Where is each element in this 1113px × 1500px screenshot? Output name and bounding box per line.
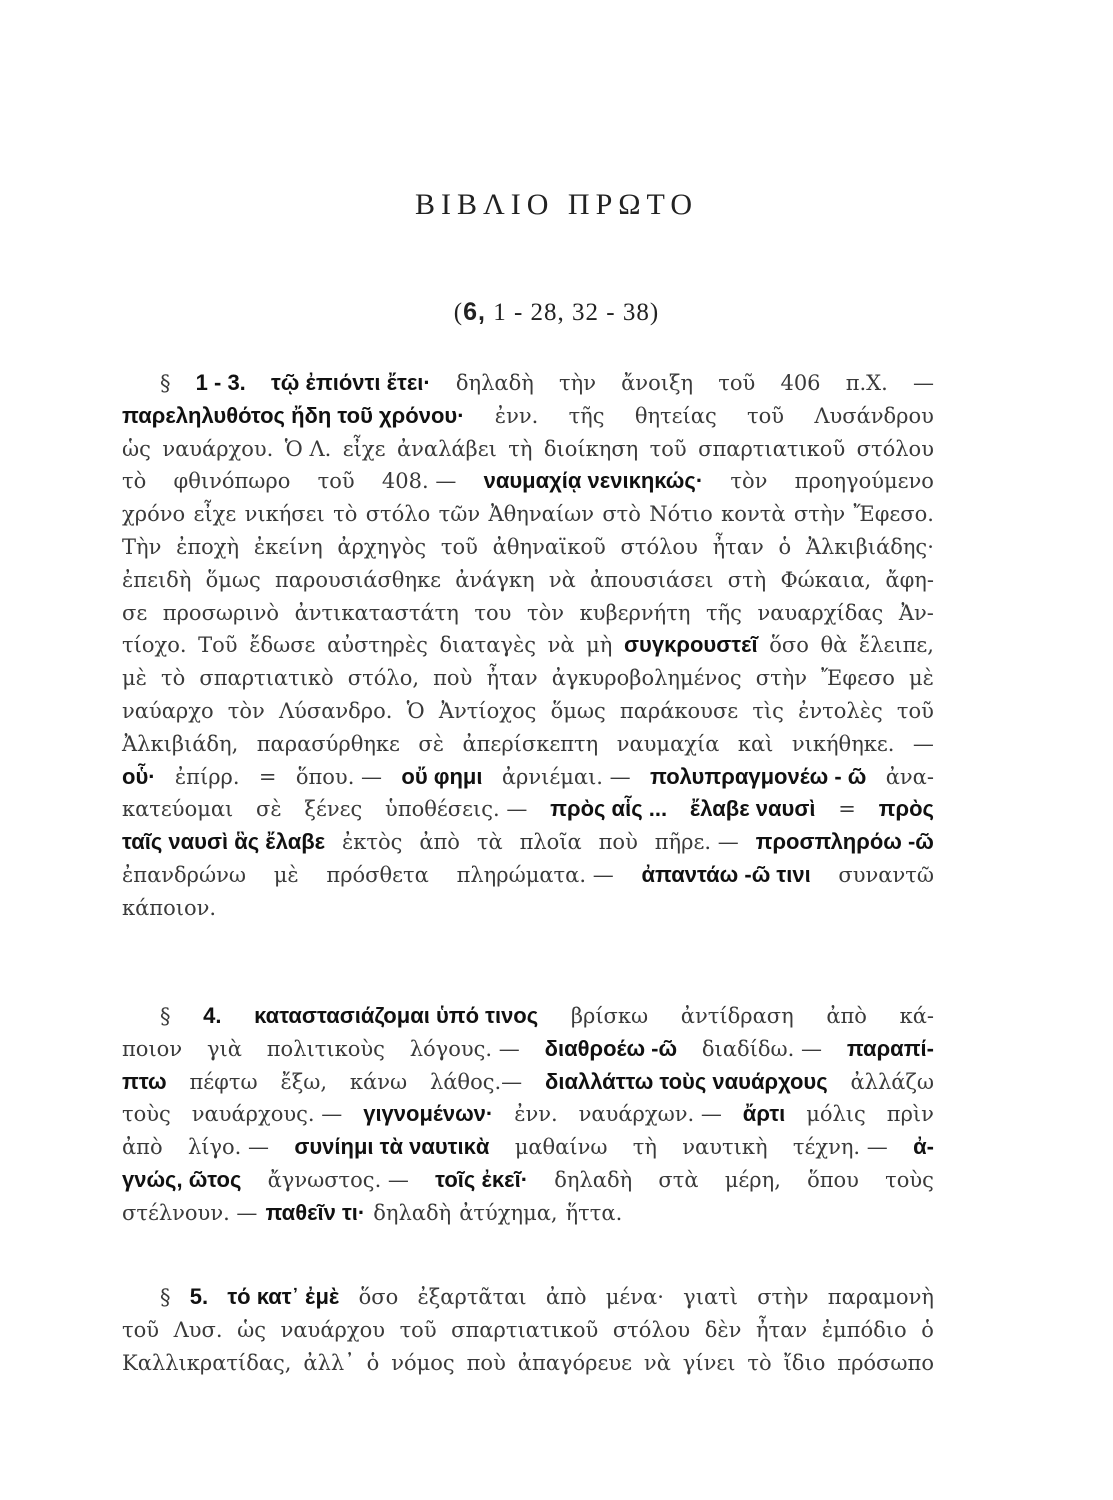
gloss-word: λίγο. — bbox=[187, 1135, 270, 1160]
book-title: ΒΙΒΛΙΟ ΠΡΩΤΟ bbox=[414, 188, 698, 221]
gloss-word: στὸ bbox=[602, 502, 641, 527]
gloss-word: ἀνάγκη bbox=[455, 567, 535, 592]
headword: 1 - 3. bbox=[195, 370, 246, 395]
gloss-word: λόγους. — bbox=[409, 1036, 520, 1061]
gloss-word: § bbox=[160, 371, 171, 395]
gloss-word: τὸ bbox=[333, 502, 358, 527]
gloss-word: σε bbox=[122, 600, 148, 625]
gloss-word: ἐκείνη bbox=[253, 534, 323, 559]
gloss-word: Ἀλκιβιάδη, bbox=[122, 731, 239, 756]
gloss-word: παραμονὴ bbox=[827, 1285, 934, 1309]
text-line bbox=[122, 1033, 934, 1066]
gloss-word: Καλλικρατίδας, bbox=[122, 1350, 292, 1375]
gloss-word: παρασύρθηκε bbox=[256, 731, 400, 756]
gloss-word: μὲ bbox=[122, 666, 147, 691]
gloss-word: διαδίδω. — bbox=[701, 1036, 822, 1061]
gloss-word: τοῦ bbox=[399, 1317, 437, 1342]
gloss-word: τοῦ bbox=[718, 371, 756, 395]
gloss-word: τοῦ bbox=[440, 534, 478, 559]
gloss-word: ἄνοιξη bbox=[621, 371, 694, 395]
gloss-word: ἀρνιέμαι. — bbox=[501, 764, 631, 789]
text-line bbox=[122, 1131, 934, 1164]
gloss-word: τίοχο. bbox=[122, 633, 187, 658]
gloss-word: = bbox=[838, 797, 856, 822]
gloss-word: τοῦ bbox=[649, 436, 687, 461]
gloss-word: πρόσωπο bbox=[837, 1350, 934, 1375]
text-line bbox=[122, 1347, 934, 1380]
gloss-word: κυβερνήτη bbox=[579, 600, 691, 625]
gloss-word: ἔξω, bbox=[280, 1069, 328, 1094]
gloss-word: κοντὰ bbox=[721, 502, 786, 527]
gloss-word: § bbox=[160, 1004, 171, 1028]
range-bold: 6, bbox=[463, 298, 486, 326]
gloss-word: ἐμπόδιο bbox=[821, 1317, 907, 1342]
gloss-word: ἐπανδρώνω bbox=[122, 862, 247, 887]
gloss-word: Ἀντίοχος bbox=[438, 698, 537, 723]
gloss-word: λάθος.— bbox=[429, 1069, 523, 1094]
gloss-word: ὅμως bbox=[205, 567, 261, 592]
gloss-word: στὴν bbox=[755, 666, 808, 691]
gloss-word: στὴν bbox=[793, 502, 846, 527]
text-line bbox=[122, 465, 934, 498]
gloss-word: καὶ bbox=[737, 731, 774, 756]
gloss-word: βρίσκω bbox=[570, 1004, 649, 1028]
gloss-word: δὲν bbox=[704, 1317, 742, 1342]
gloss-word: διοίκηση bbox=[543, 436, 639, 461]
text-line bbox=[122, 531, 934, 564]
gloss-word: ὁ bbox=[921, 1317, 934, 1342]
gloss-word: γίνει bbox=[682, 1350, 736, 1375]
gloss-word: ἔδωσε bbox=[249, 633, 316, 658]
gloss-word: Ἔφεσο. bbox=[853, 502, 934, 527]
gloss-word: ναυμαχία bbox=[616, 731, 720, 756]
text-line bbox=[122, 859, 934, 892]
gloss-word: τὴ bbox=[508, 436, 533, 461]
gloss-word: ὁ bbox=[778, 534, 792, 559]
headword: καταστασιάζομαι ὑπό τινος bbox=[254, 1003, 539, 1028]
gloss-word: ἐξαρτᾶται bbox=[417, 1285, 527, 1309]
gloss-word: τοὺς bbox=[122, 1102, 171, 1127]
gloss-word: πέφτω bbox=[189, 1069, 258, 1094]
gloss-word: τῆς bbox=[568, 403, 605, 428]
headword: ἀπαντάω -ῶ τινι bbox=[641, 861, 811, 887]
gloss-word: ἀλλ᾽ bbox=[303, 1350, 355, 1375]
gloss-word: μένα· bbox=[605, 1285, 664, 1309]
gloss-word: τοὺς bbox=[885, 1167, 934, 1192]
headword: πρὸς αἷς ... bbox=[550, 796, 668, 822]
gloss-word: ἦταν bbox=[756, 1317, 808, 1342]
gloss-word: του bbox=[474, 600, 512, 625]
gloss-word: ποὺ bbox=[433, 666, 473, 691]
gloss-word: εἶχε bbox=[342, 436, 386, 461]
gloss-word: δηλαδὴ bbox=[373, 1200, 452, 1225]
gloss-word: ὅσο bbox=[769, 633, 809, 658]
gloss-word: μὲ bbox=[273, 862, 299, 887]
gloss-word: στόλου bbox=[856, 436, 934, 461]
gloss-word: ναυάρχου. bbox=[162, 436, 274, 461]
gloss-word: νικήσει bbox=[244, 502, 325, 527]
gloss-word: παρουσιάσθηκε bbox=[274, 567, 442, 592]
gloss-word: Φώκαια, bbox=[780, 567, 872, 592]
gloss-word: ἐνν. bbox=[494, 403, 539, 428]
gloss-word: — bbox=[912, 731, 934, 756]
gloss-word: γιατὶ bbox=[683, 1285, 738, 1309]
gloss-word: σπαρτιατικὸ bbox=[199, 666, 334, 691]
headword: γνώς, ῶτος bbox=[122, 1166, 242, 1192]
gloss-word: Λυσ. bbox=[173, 1317, 223, 1342]
text-line bbox=[122, 793, 934, 826]
gloss-word: τὸν bbox=[227, 698, 265, 723]
gloss-word: ποιον bbox=[122, 1036, 183, 1061]
text-line bbox=[122, 892, 934, 925]
gloss-word: ἐνν. bbox=[514, 1102, 558, 1127]
gloss-word: ἀπερίσκεπτη bbox=[462, 731, 599, 756]
gloss-word: μὲ bbox=[909, 666, 934, 691]
text-line bbox=[122, 826, 934, 859]
gloss-word: ἐκτὸς bbox=[342, 830, 403, 855]
headword: παραπί- bbox=[846, 1035, 934, 1061]
gloss-word: ἀπὸ bbox=[545, 1285, 587, 1309]
gloss-word: νὰ bbox=[643, 1350, 671, 1375]
text-line bbox=[122, 367, 934, 400]
range-rest: 1 - 28, 32 - 38) bbox=[493, 299, 660, 326]
gloss-word: ἀγκυροβολημένος bbox=[551, 666, 742, 691]
text-line bbox=[122, 695, 934, 728]
gloss-word: μὴ bbox=[586, 633, 613, 658]
text-line bbox=[122, 498, 934, 531]
gloss-word: στὰ bbox=[658, 1167, 699, 1192]
gloss-word: ὡς bbox=[122, 436, 151, 461]
gloss-word: τοῦ bbox=[896, 698, 934, 723]
gloss-word: τῶν bbox=[438, 502, 481, 527]
gloss-word: ποὺ bbox=[466, 1350, 506, 1375]
headword: ἀ- bbox=[913, 1134, 934, 1160]
gloss-word: κάποιον. bbox=[122, 895, 217, 920]
text-line bbox=[122, 761, 934, 794]
gloss-word: ἦταν bbox=[486, 666, 538, 691]
text-line bbox=[122, 662, 934, 695]
gloss-word: πολιτικοὺς bbox=[266, 1036, 385, 1061]
text-line bbox=[122, 400, 934, 433]
gloss-word: σὲ bbox=[256, 797, 282, 822]
headword: ναυμαχίᾳ νενικηκώς· bbox=[483, 468, 704, 494]
gloss-word: τοῦ bbox=[747, 403, 785, 428]
gloss-word: Ἀθηναίων bbox=[488, 502, 594, 527]
gloss-word: ἐπειδὴ bbox=[122, 567, 192, 592]
gloss-word: στέλνουν. — bbox=[122, 1200, 258, 1225]
chapter-range bbox=[0, 298, 1113, 327]
headword: πολυπραγμονέω - ῶ bbox=[649, 763, 867, 789]
gloss-word: ὁ bbox=[366, 1350, 380, 1375]
range-open: ( bbox=[453, 299, 464, 326]
gloss-word: τὴ bbox=[632, 1135, 657, 1160]
gloss-word: νὰ bbox=[547, 633, 575, 658]
gloss-word: ἀθηναϊκοῦ bbox=[492, 534, 606, 559]
text-line bbox=[122, 1098, 934, 1131]
gloss-word: ἀναλάβει bbox=[396, 436, 497, 461]
gloss-word: πληρώματα. — bbox=[456, 862, 614, 887]
gloss-word: Ὁ Λ. bbox=[284, 436, 332, 461]
gloss-word: διαταγὲς bbox=[439, 633, 536, 658]
headword: διαλλάττω τοὺς ναυάρχους bbox=[544, 1068, 828, 1094]
gloss-word: τῆς bbox=[705, 600, 742, 625]
gloss-word: σὲ bbox=[418, 731, 444, 756]
headword: 5. bbox=[189, 1284, 209, 1309]
gloss-word: νὰ bbox=[548, 567, 576, 592]
gloss-word: ποὺ bbox=[598, 830, 638, 855]
gloss-word: ἀντίδραση bbox=[680, 1004, 794, 1028]
gloss-word: ἀπὸ bbox=[419, 830, 460, 855]
headword: παθεῖν τι· bbox=[265, 1199, 366, 1225]
gloss-word: θητείας bbox=[634, 403, 717, 428]
headword: οὗ· bbox=[122, 763, 156, 789]
headword: τοῖς ἐκεῖ· bbox=[435, 1166, 529, 1192]
gloss-word: Ἀν- bbox=[898, 600, 934, 625]
gloss-word: στὴν bbox=[757, 1285, 809, 1309]
text-line bbox=[122, 728, 934, 761]
gloss-word: πρὶν bbox=[886, 1102, 934, 1127]
gloss-word: φθινόπωρο bbox=[173, 469, 291, 494]
gloss-word: γιὰ bbox=[206, 1036, 242, 1061]
gloss-word: κατεύομαι bbox=[122, 797, 234, 822]
gloss-word: εἶχε bbox=[193, 502, 237, 527]
text-line bbox=[122, 1000, 934, 1033]
gloss-word: ἄγνωστος. — bbox=[267, 1167, 409, 1192]
headword: οὔ φημι bbox=[401, 763, 483, 789]
gloss-word: ἄφη- bbox=[885, 567, 934, 592]
section-4 bbox=[122, 1000, 934, 1230]
headword: 4. bbox=[203, 1003, 222, 1028]
gloss-word: τὸν bbox=[527, 600, 565, 625]
text-line bbox=[122, 433, 934, 466]
gloss-word: τὶς bbox=[752, 698, 784, 723]
gloss-word: δηλαδὴ bbox=[554, 1167, 633, 1192]
gloss-word: ἀντικαταστάτη bbox=[294, 600, 459, 625]
gloss-word: στόλου bbox=[612, 1317, 691, 1342]
gloss-word: τοῦ bbox=[317, 469, 355, 494]
section-5 bbox=[122, 1281, 934, 1379]
gloss-word: θὰ bbox=[820, 633, 848, 658]
gloss-word: ἔλειπε, bbox=[858, 633, 934, 658]
headword: διαθροέω -ῶ bbox=[544, 1035, 678, 1061]
gloss-word: Νότιο bbox=[649, 502, 713, 527]
gloss-word: στόλο bbox=[365, 502, 431, 527]
text-line bbox=[122, 1164, 934, 1197]
headword: προσπληρόω -ῶ bbox=[755, 829, 934, 855]
gloss-word: ἴδιο bbox=[783, 1350, 826, 1375]
gloss-word: § bbox=[160, 1285, 171, 1309]
gloss-word: Τοῦ bbox=[198, 633, 238, 658]
gloss-word: κά- bbox=[899, 1004, 934, 1028]
gloss-word: τέχνη. — bbox=[792, 1135, 888, 1160]
gloss-word: προηγούμενο bbox=[794, 469, 934, 494]
headword: παρεληλυθότος ἤδη τοῦ χρόνου· bbox=[122, 402, 465, 428]
gloss-word: ὅπου bbox=[807, 1167, 859, 1192]
gloss-word: ἀπὸ bbox=[122, 1135, 163, 1160]
gloss-word: μέρη, bbox=[724, 1167, 781, 1192]
gloss-word: τὸ bbox=[747, 1350, 772, 1375]
headword: ἔλαβε ναυσὶ bbox=[689, 796, 816, 822]
gloss-word: στὴ bbox=[727, 567, 767, 592]
gloss-word: τὸ bbox=[161, 666, 186, 691]
gloss-word: τὸν bbox=[730, 469, 768, 494]
gloss-word: τοῦ bbox=[122, 1317, 160, 1342]
gloss-word: = bbox=[258, 764, 277, 789]
gloss-word: ἀπὸ bbox=[826, 1004, 867, 1028]
gloss-word: τὰ bbox=[476, 830, 503, 855]
headword: γιγνομένων· bbox=[363, 1101, 494, 1127]
gloss-word: ἐπίρρ. bbox=[174, 764, 240, 789]
gloss-word: ναυάρχων. — bbox=[578, 1102, 722, 1127]
gloss-word: ἀτύχημα, bbox=[459, 1200, 558, 1225]
text-line bbox=[122, 1314, 934, 1347]
gloss-word: προσωρινὸ bbox=[162, 600, 280, 625]
text-line bbox=[122, 629, 934, 662]
gloss-word: μαθαίνω bbox=[514, 1135, 608, 1160]
section-1-3 bbox=[122, 367, 934, 925]
gloss-word: 406 bbox=[780, 371, 821, 395]
gloss-word: νικήθηκε. bbox=[791, 731, 895, 756]
gloss-word: σπαρτιατικοῦ bbox=[451, 1317, 599, 1342]
gloss-word: πλοῖα bbox=[519, 830, 582, 855]
gloss-word: δηλαδὴ bbox=[455, 371, 534, 395]
headword: ταῖς ναυσὶ ἃς ἔλαβε bbox=[122, 829, 326, 855]
headword: ἄρτι bbox=[742, 1101, 786, 1127]
gloss-word: ὅσο bbox=[358, 1285, 399, 1309]
gloss-word: παράκουσε bbox=[619, 698, 739, 723]
text-line bbox=[122, 1197, 934, 1230]
gloss-word: αὐστηρὲς bbox=[327, 633, 428, 658]
gloss-word: ἀρχηγὸς bbox=[337, 534, 427, 559]
gloss-word: Λυσάνδρου bbox=[814, 403, 934, 428]
gloss-word: ναυτικὴ bbox=[682, 1135, 768, 1160]
text-line bbox=[122, 564, 934, 597]
headword: συνίημι τὰ ναυτικὰ bbox=[294, 1134, 490, 1160]
gloss-word: ἀνα- bbox=[885, 764, 934, 789]
gloss-word: ἀπαγόρευε bbox=[517, 1350, 632, 1375]
gloss-word: ὅμως bbox=[550, 698, 606, 723]
gloss-word: ναυάρχου bbox=[280, 1317, 385, 1342]
gloss-word: συναντῶ bbox=[838, 862, 934, 887]
text-line bbox=[122, 597, 934, 630]
gloss-word: Ὁ bbox=[406, 698, 425, 723]
gloss-word: ἀλλάζω bbox=[850, 1069, 934, 1094]
headword: τῷ ἐπιόντι ἔτει· bbox=[270, 370, 431, 395]
gloss-word: Ἀλκιβιάδης· bbox=[805, 534, 934, 559]
gloss-word: τὸ bbox=[122, 469, 147, 494]
gloss-word: σπαρτιατικοῦ bbox=[698, 436, 846, 461]
gloss-word: ἀπουσιάσει bbox=[589, 567, 714, 592]
text-line bbox=[122, 1281, 934, 1314]
gloss-word: στόλο, bbox=[347, 666, 420, 691]
text-line bbox=[122, 1066, 934, 1099]
gloss-word: ἦταν bbox=[712, 534, 764, 559]
gloss-word: τὴν bbox=[559, 371, 596, 395]
gloss-word: ἐντολὲς bbox=[798, 698, 883, 723]
gloss-word: κάνω bbox=[349, 1069, 408, 1094]
gloss-word: ξένες bbox=[304, 797, 363, 822]
gloss-word: π.Χ. bbox=[845, 371, 888, 395]
gloss-word: νόμος bbox=[391, 1350, 455, 1375]
gloss-word: ναυάρχους. — bbox=[191, 1102, 343, 1127]
gloss-word: ἐποχὴ bbox=[176, 534, 240, 559]
gloss-word: ἥττα. bbox=[565, 1200, 623, 1225]
headword: συγκρουστεῖ bbox=[624, 632, 758, 658]
gloss-word: ὑποθέσεις. — bbox=[385, 797, 528, 822]
gloss-word: Λύσανδρο. bbox=[278, 698, 393, 723]
headword: πρὸς bbox=[878, 796, 934, 822]
gloss-word: στόλου bbox=[620, 534, 698, 559]
headword: πτω bbox=[122, 1068, 167, 1094]
gloss-word: πῆρε. — bbox=[654, 830, 739, 855]
gloss-word: ὡς bbox=[237, 1317, 267, 1342]
gloss-word: μόλις bbox=[806, 1102, 866, 1127]
gloss-word: Τὴν bbox=[122, 534, 162, 559]
gloss-word: πρόσθετα bbox=[326, 862, 429, 887]
gloss-word: χρόνο bbox=[122, 502, 186, 527]
gloss-word: Ἔφεσο bbox=[821, 666, 895, 691]
gloss-word: 408. — bbox=[381, 469, 457, 494]
gloss-word: ὅπου. — bbox=[295, 764, 383, 789]
gloss-word: ναύαρχο bbox=[122, 698, 214, 723]
gloss-word: ναυαρχίδας bbox=[757, 600, 884, 625]
headword: τό κατ᾽ ἐμὲ bbox=[227, 1284, 340, 1309]
gloss-word: — bbox=[912, 371, 934, 395]
